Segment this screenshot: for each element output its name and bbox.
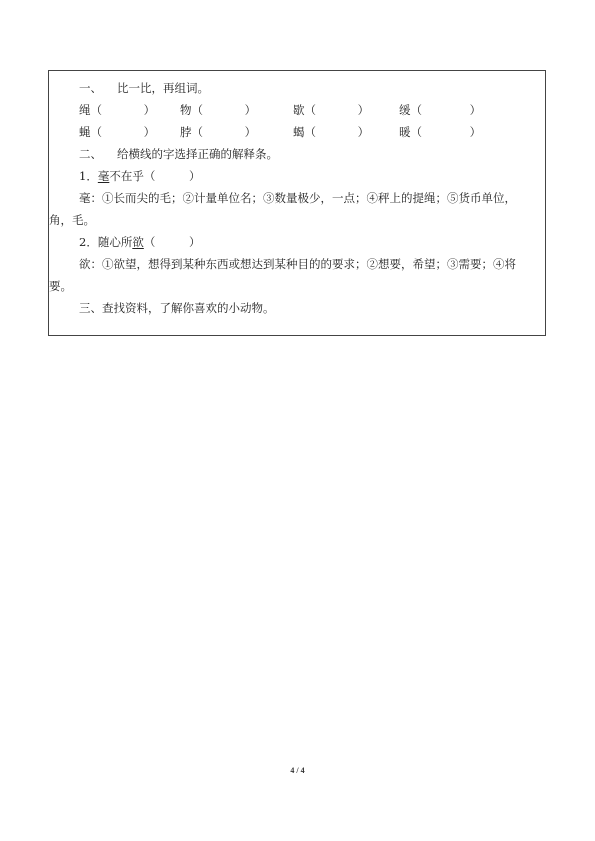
word-blank: （ ） — [410, 103, 482, 117]
word-item — [293, 121, 369, 143]
word-blank: （ ） — [304, 103, 370, 117]
section-1-title: 比一比，再组词。 — [117, 81, 209, 95]
word-row-1 — [79, 99, 529, 121]
question-2 — [79, 231, 529, 253]
exercise-content — [49, 77, 529, 319]
section-3: 三、查找资料，了解你喜欢的小动物。 — [79, 301, 275, 315]
exercise-box — [48, 70, 546, 336]
word-item — [180, 121, 256, 143]
question-1-label: 1． — [79, 169, 98, 183]
word-char: 蝎 — [293, 125, 305, 139]
word-item — [399, 99, 481, 121]
word-char: 缓 — [399, 103, 411, 117]
word-blank: （ ） — [191, 125, 257, 139]
section-2-heading — [79, 143, 529, 165]
question-2-label: 2． — [79, 235, 98, 249]
word-char: 暖 — [399, 125, 411, 139]
section-2-number: 二、 — [79, 147, 102, 161]
word-item — [399, 121, 481, 143]
question-2-pre: 随心所 — [97, 235, 133, 249]
page-number: 4 / 4 — [290, 766, 305, 775]
word-blank: （ ） — [90, 103, 156, 117]
word-char: 歇 — [293, 103, 305, 117]
word-item — [293, 99, 369, 121]
question-2-explanation: 欲：①欲望，想得到某种东西或想达到某种目的的要求；②想要，希望；③需要；④将要。 — [49, 257, 516, 293]
word-item — [79, 121, 155, 143]
question-1-underlined-char: 毫 — [97, 169, 110, 183]
word-blank: （ ） — [304, 125, 370, 139]
section-2-title: 给横线的字选择正确的解释条。 — [117, 147, 278, 161]
question-1-explanation: 毫：①长而尖的毛；②计量单位名；③数量极少，一点；④秤上的提绳；⑤货币单位，角，毛。 — [49, 191, 516, 227]
word-blank: （ ） — [90, 125, 156, 139]
word-char: 物 — [180, 103, 192, 117]
question-1-rest: 不在乎（ ） — [109, 169, 201, 183]
question-2-underlined-char: 欲 — [132, 235, 144, 249]
word-char: 蝇 — [79, 125, 91, 139]
word-item — [180, 99, 256, 121]
question-2-rest: （ ） — [143, 235, 201, 249]
word-char: 绳 — [79, 103, 91, 117]
word-row-2 — [79, 121, 529, 143]
section-1-number: 一、 — [79, 81, 102, 95]
question-1 — [79, 165, 529, 187]
word-blank: （ ） — [191, 103, 257, 117]
word-item — [79, 99, 155, 121]
section-1-heading — [79, 77, 529, 99]
word-blank: （ ） — [410, 125, 482, 139]
word-char: 脖 — [180, 125, 192, 139]
